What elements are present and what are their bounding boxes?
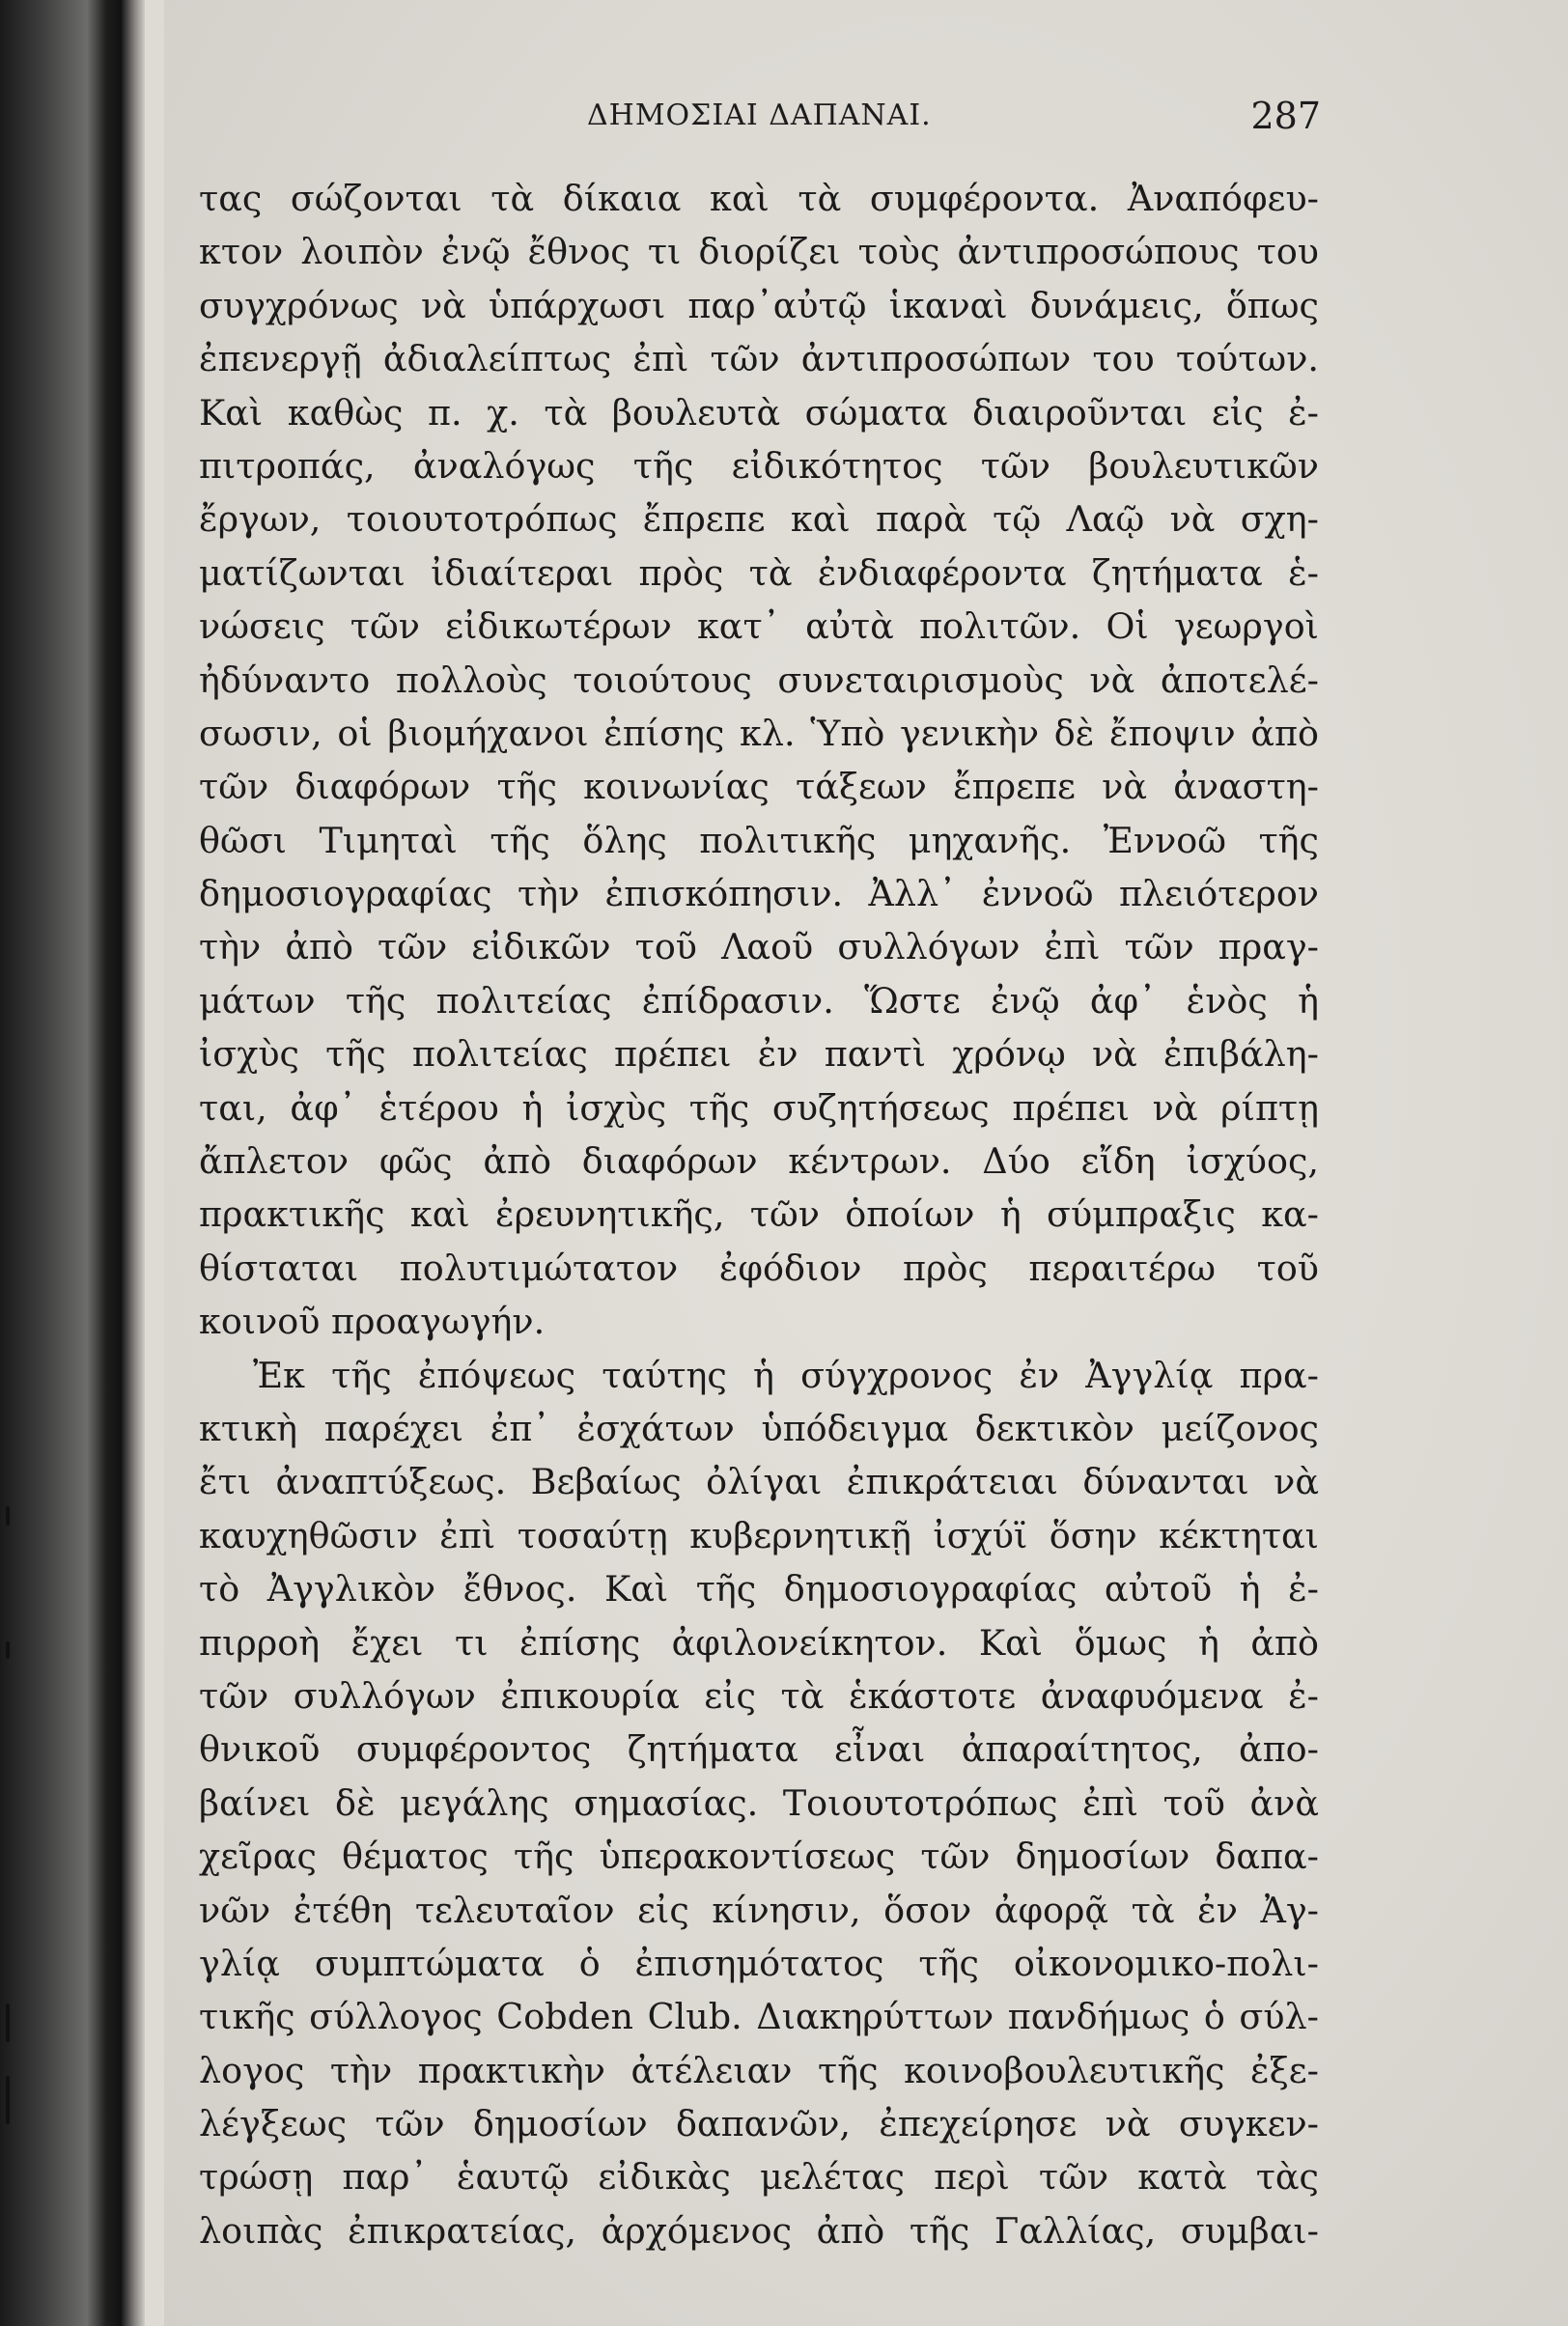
text-line: θνικοῦ συμφέροντος ζητήματα εἶναι ἀπαραίτητος, ἀπο- xyxy=(199,1728,1319,1771)
text-line: τῶν διαφόρων τῆς κοινωνίας τάξεων ἔπρεπε νὰ ἀναστη- xyxy=(199,766,1319,808)
text-line: ται, ἀφ᾽ ἑτέρου ἡ ἰσχὺς τῆς συζητήσεως πρέπει νὰ ρίπτῃ xyxy=(199,1086,1319,1129)
text-line: ἄπλετον φῶς ἀπὸ διαφόρων κέντρων. Δύο εἴδη ἰσχύος, xyxy=(199,1140,1319,1183)
edge-mark xyxy=(6,1641,10,1659)
edge-mark xyxy=(6,2076,10,2124)
text-line: σωσιν, οἱ βιομήχανοι ἐπίσης κλ. Ὑπὸ γενικὴν δὲ ἔποψιν ἀπὸ xyxy=(199,712,1319,754)
text-line: τρώσῃ παρ᾽ ἑαυτῷ εἰδικὰς μελέτας περὶ τῶν κατὰ τὰς xyxy=(199,2156,1319,2199)
page-surface xyxy=(164,0,1568,2326)
text-line: λογος τὴν πρακτικὴν ἀτέλειαν τῆς κοινοβουλευτικῆς ἐξε- xyxy=(199,2049,1319,2091)
text-line: Ἐκ τῆς ἐπόψεως ταύτης ἡ σύγχρονος ἐν Ἀγγλίᾳ πρα- xyxy=(253,1354,1319,1396)
text-line: καυχηθῶσιν ἐπὶ τοσαύτῃ κυβερνητικῇ ἰσχύϊ ὅσην κέκτηται xyxy=(199,1514,1319,1556)
text-line: γλίᾳ συμπτώματα ὁ ἐπισημότατος τῆς οἰκονομικο-πολι- xyxy=(199,1942,1319,1984)
text-line: λοιπὰς ἐπικρατείας, ἀρχόμενος ἀπὸ τῆς Γαλλίας, συμβαι- xyxy=(199,2209,1319,2252)
text-line: βαίνει δὲ μεγάλης σημασίας. Τοιουτοτρόπως ἐπὶ τοῦ ἀνὰ xyxy=(199,1781,1319,1824)
page-number: 287 xyxy=(1250,95,1321,137)
text-line: ματίζωνται ἰδιαίτεραι πρὸς τὰ ἐνδιαφέροντα ζητήματα ἑ- xyxy=(199,551,1319,594)
text-line: ἔτι ἀναπτύξεως. Βεβαίως ὀλίγαι ἐπικράτειαι δύνανται νὰ xyxy=(199,1461,1319,1503)
text-line: κτον λοιπὸν ἐνῷ ἔθνος τι διορίζει τοὺς ἀντιπροσώπους του xyxy=(199,231,1319,273)
text-line: ἐπενεργῇ ἀδιαλείπτως ἐπὶ τῶν ἀντιπροσώπων του τούτων. xyxy=(199,338,1319,380)
text-line: Καὶ καθὼς π. χ. τὰ βουλευτὰ σώματα διαιροῦνται εἰς ἐ- xyxy=(199,391,1319,434)
text-line: κτικὴ παρέχει ἐπ᾽ ἐσχάτων ὑπόδειγμα δεκτικὸν μείζονος xyxy=(199,1407,1319,1449)
text-line: τὴν ἀπὸ τῶν εἰδικῶν τοῦ Λαοῦ συλλόγων ἐπὶ τῶν πραγ- xyxy=(199,926,1319,968)
left-edge-marks xyxy=(0,0,39,2326)
paragraph-2 xyxy=(199,1349,1319,2258)
running-title: ΔΗΜΟΣΙΑΙ ΔΑΠΑΝΑΙ. xyxy=(587,98,932,132)
text-line: τῶν συλλόγων ἐπικουρία εἰς τὰ ἑκάστοτε ἀναφυόμενα ἐ- xyxy=(199,1674,1319,1717)
text-line: τικῆς σύλλογος Cobden Club. Διακηρύττων πανδήμως ὁ σύλ- xyxy=(199,1996,1319,2038)
text-line: μάτων τῆς πολιτείας ἐπίδρασιν. Ὥστε ἐνῷ ἀφ᾽ ἑνὸς ἡ xyxy=(199,979,1319,1022)
text-line: κοινοῦ προαγωγήν. xyxy=(199,1301,546,1343)
page-header xyxy=(210,95,1321,143)
text-line: θῶσι Τιμηταὶ τῆς ὅλης πολιτικῆς μηχανῆς. Ἐννοῶ τῆς xyxy=(199,819,1319,861)
text-line: ἔργων, τοιουτοτρόπως ἔπρεπε καὶ παρὰ τῷ Λαῷ νὰ σχη- xyxy=(199,498,1319,541)
text-line: ἠδύναντο πολλοὺς τοιούτους συνεταιρισμοὺς νὰ ἀποτελέ- xyxy=(199,659,1319,701)
text-line: πιτροπάς, ἀναλόγως τῆς εἰδικότητος τῶν βουλευτικῶν xyxy=(199,444,1319,487)
text-line: τὸ Ἀγγλικὸν ἔθνος. Καὶ τῆς δημοσιογραφίας αὐτοῦ ἡ ἐ- xyxy=(199,1568,1319,1611)
text-line: πρακτικῆς καὶ ἐρευνητικῆς, τῶν ὁποίων ἡ σύμπραξις κα- xyxy=(199,1193,1319,1236)
paragraph-1 xyxy=(199,172,1319,1349)
edge-mark xyxy=(6,2004,10,2042)
body-text xyxy=(199,172,1319,2257)
edge-mark xyxy=(6,1506,10,1526)
text-line: θίσταται πολυτιμώτατον ἐφόδιον πρὸς περαιτέρω τοῦ xyxy=(199,1247,1319,1289)
text-line: λέγξεως τῶν δημοσίων δαπανῶν, ἐπεχείρησε νὰ συγκεν- xyxy=(199,2103,1319,2145)
text-line: δημοσιογραφίας τὴν ἐπισκόπησιν. Ἀλλ᾽ ἐννοῶ πλειότερον xyxy=(199,873,1319,915)
text-line: πιρροὴ ἔχει τι ἐπίσης ἀφιλονείκητον. Καὶ ὅμως ἡ ἀπὸ xyxy=(199,1621,1319,1664)
text-line: τας σώζονται τὰ δίκαια καὶ τὰ συμφέροντα. Ἀναπόφευ- xyxy=(199,178,1319,219)
text-line: νώσεις τῶν εἰδικωτέρων κατ᾽ αὐτὰ πολιτῶν. Οἱ γεωργοὶ xyxy=(199,605,1319,648)
text-line: ἰσχὺς τῆς πολιτείας πρέπει ἐν παντὶ χρόνῳ νὰ ἐπιβάλη- xyxy=(199,1033,1319,1076)
text-line: νῶν ἐτέθη τελευταῖον εἰς κίνησιν, ὅσον ἀφορᾷ τὰ ἐν Ἀγ- xyxy=(199,1889,1319,1931)
text-line: χεῖρας θέματος τῆς ὑπερακοντίσεως τῶν δημοσίων δαπα- xyxy=(199,1836,1319,1878)
text-line: συγχρόνως νὰ ὑπάρχωσι παρ᾽αὐτῷ ἱκαναὶ δυνάμεις, ὅπως xyxy=(199,284,1319,326)
